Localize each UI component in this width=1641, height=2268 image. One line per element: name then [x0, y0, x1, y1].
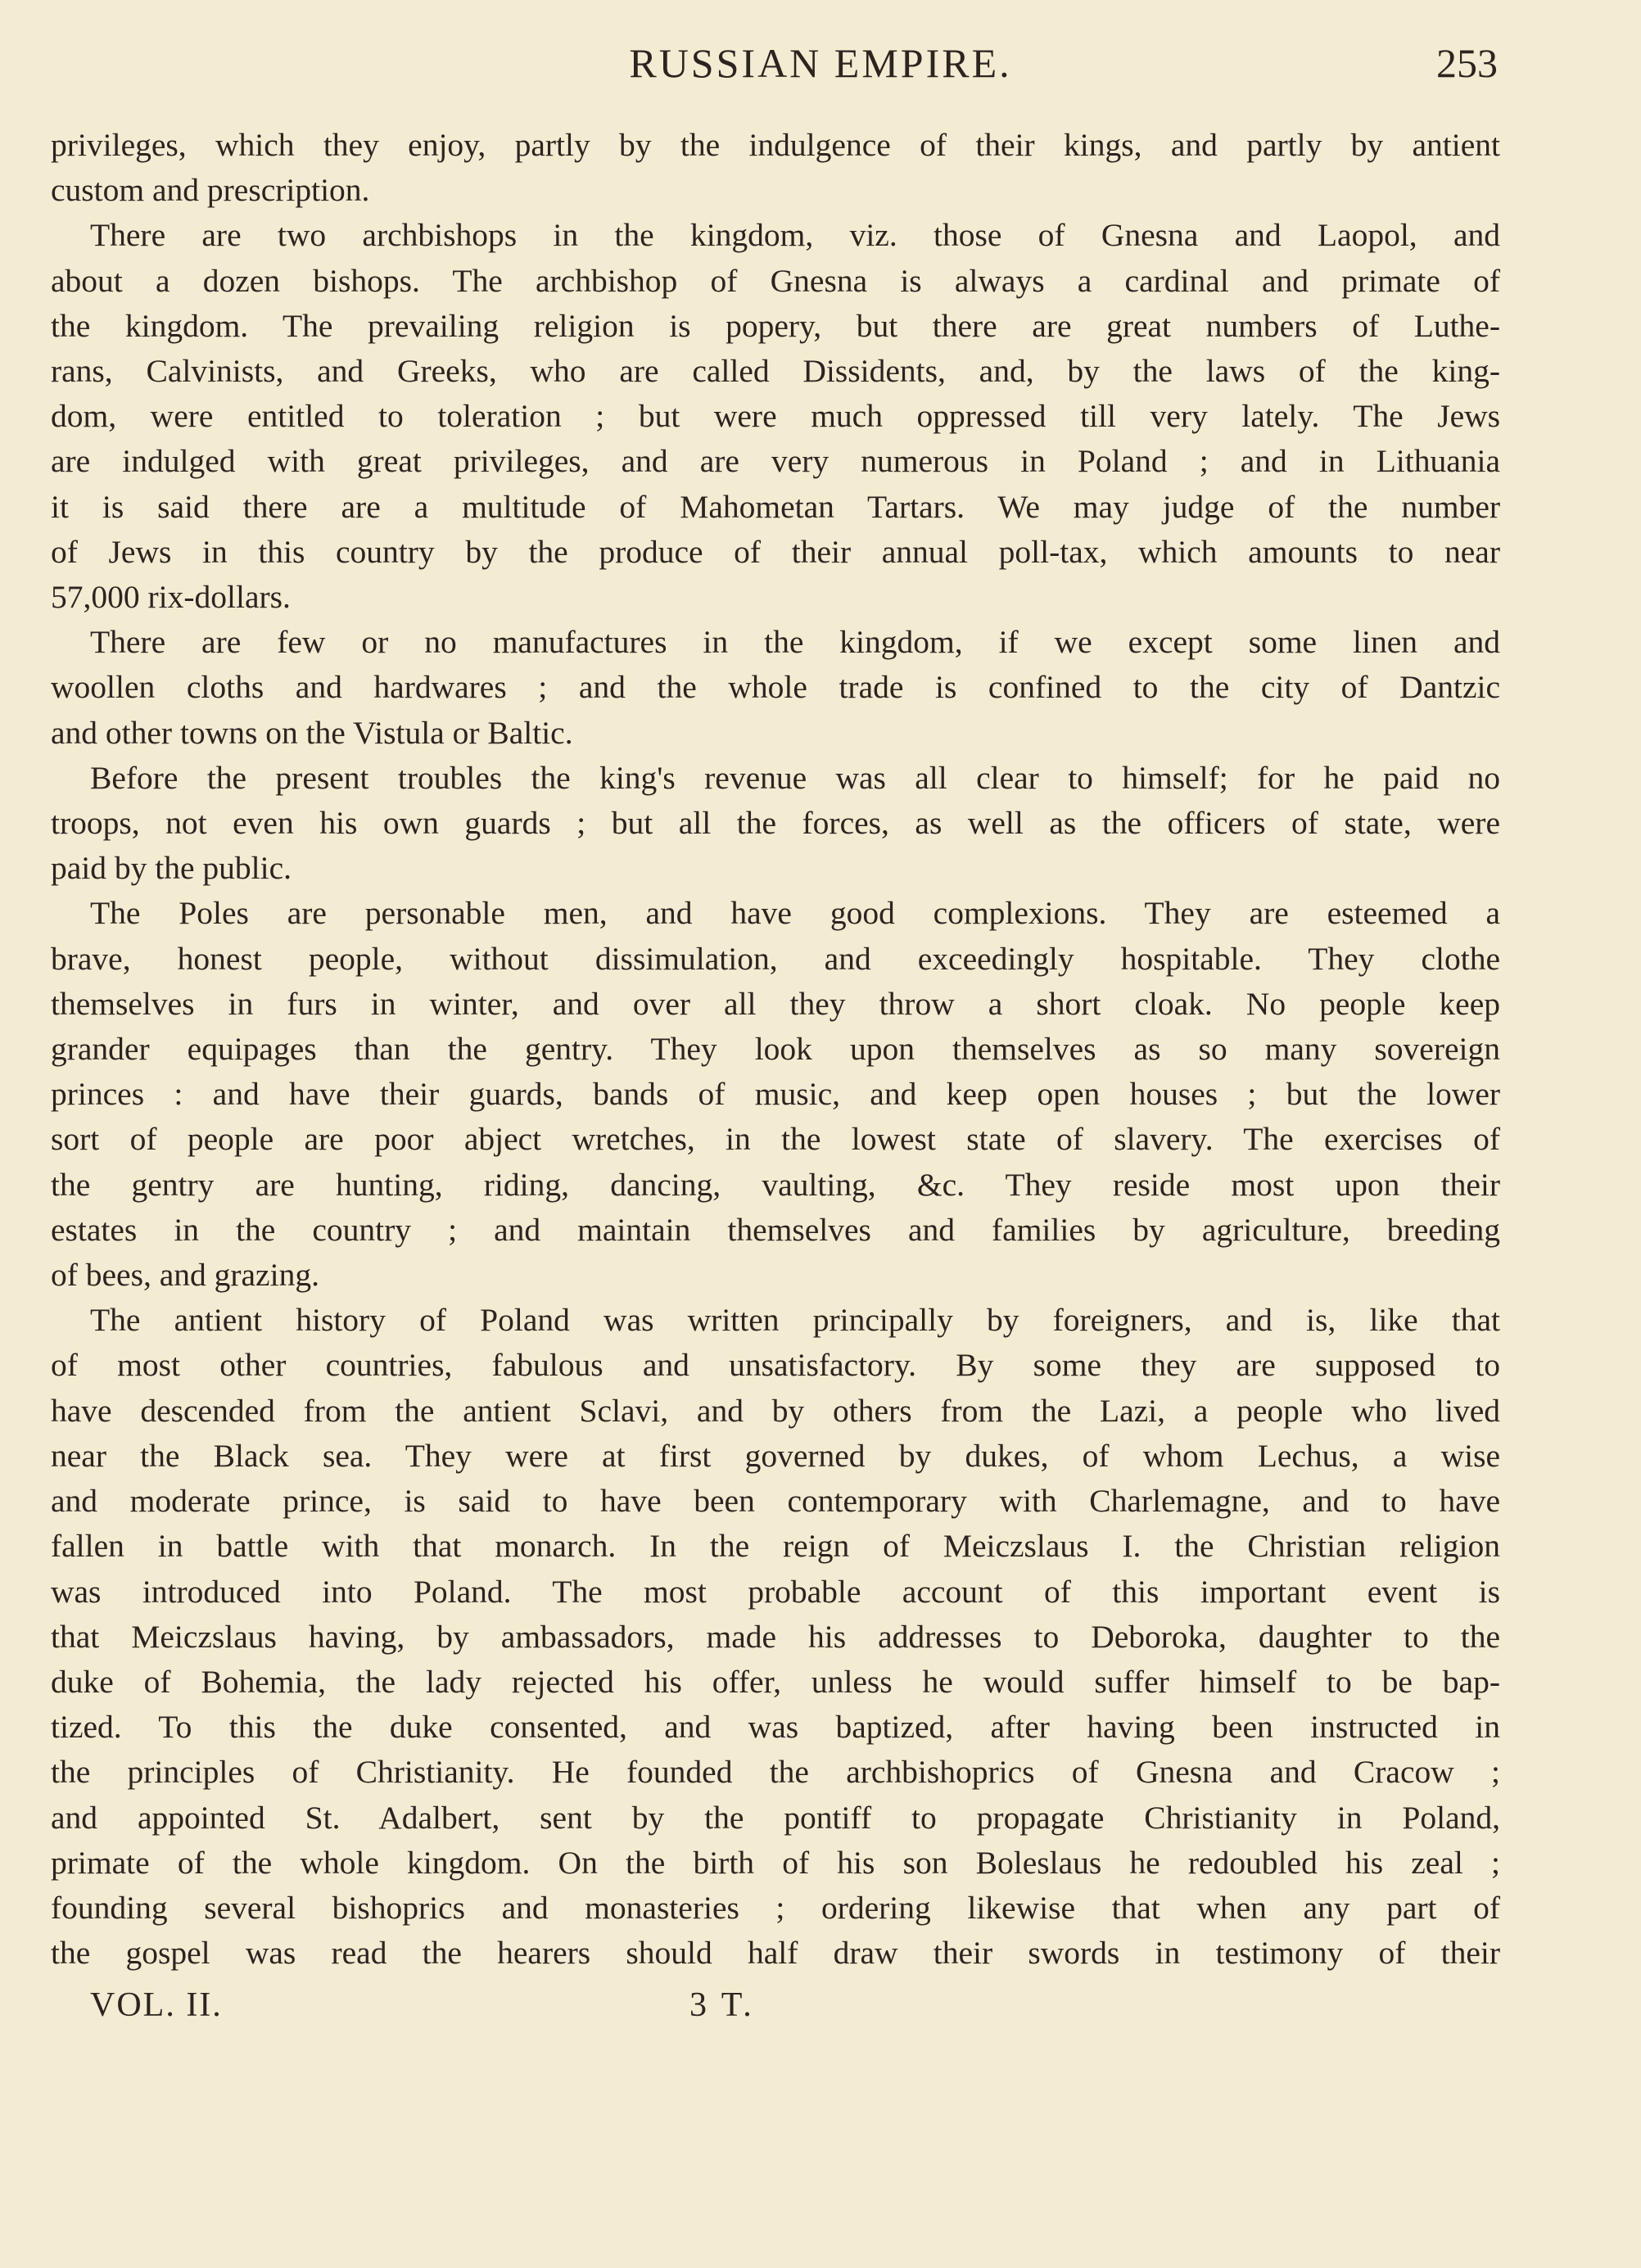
text-line: have descended from the antient Sclavi, and by others from the Lazi, a people who lived — [51, 1392, 1500, 1429]
text-line: of Jews in this country by the produce of their annual poll-tax, which amounts to near — [51, 533, 1500, 570]
text-line: grander equipages than the gentry. They look upon themselves as so many sovereign — [51, 1031, 1500, 1068]
text-line: that Meiczslaus having, by ambassadors, made his addresses to Deboroka, daughter to the — [51, 1618, 1500, 1655]
text-line: 57,000 rix-dollars. — [51, 579, 291, 616]
text-line: privileges, which they enjoy, partly by the indulgence of their kings, and partly by antient — [51, 127, 1500, 163]
text-line: estates in the country ; and maintain themselves and families by agriculture, breeding — [51, 1211, 1500, 1248]
text-line: was introduced into Poland. The most probable account of this important event is — [51, 1573, 1500, 1610]
text-line: and appointed St. Adalbert, sent by the pontiff to propagate Christianity in Poland, — [51, 1799, 1500, 1836]
text-line: the kingdom. The prevailing religion is popery, but there are great numbers of Luthe- — [51, 307, 1500, 344]
text-line: are indulged with great privileges, and are very numerous in Poland ; and in Lithuania — [51, 443, 1500, 480]
text-line: sort of people are poor abject wretches, in the lowest state of slavery. The exercises of — [51, 1121, 1500, 1158]
page-number: 253 — [1436, 40, 1498, 86]
text-line: and other towns on the Vistula or Baltic. — [51, 714, 573, 751]
text-line: There are two archbishops in the kingdom, viz. those of Gnesna and Laopol, and — [90, 217, 1500, 254]
text-line: of bees, and grazing. — [51, 1257, 319, 1294]
text-line: troops, not even his own guards ; but all the forces, as well as the officers of state, were — [51, 805, 1500, 842]
text-line: themselves in furs in winter, and over all they throw a short cloak. No people keep — [51, 985, 1500, 1022]
volume-label: VOL. II. — [90, 1986, 223, 2024]
running-header — [0, 39, 1641, 105]
text-line: princes : and have their guards, bands of music, and keep open houses ; but the lower — [51, 1076, 1500, 1113]
text-line: and moderate prince, is said to have been contemporary with Charlemagne, and to have — [51, 1483, 1500, 1520]
text-line: the principles of Christianity. He founded the archbishoprics of Gnesna and Cracow ; — [51, 1754, 1500, 1791]
signature-mark: 3 T. — [689, 1986, 755, 2024]
text-line: rans, Calvinists, and Greeks, who are called Dissidents, and, by the laws of the king- — [51, 353, 1500, 390]
text-line: brave, honest people, without dissimulation, and exceedingly hospitable. They clothe — [51, 940, 1500, 977]
page-title: RUSSIAN EMPIRE. — [629, 40, 1012, 86]
text-line: The Poles are personable men, and have good complexions. They are esteemed a — [90, 895, 1500, 932]
text-line: the gentry are hunting, riding, dancing, vaulting, &c. They reside most upon their — [51, 1166, 1500, 1203]
text-line: the gospel was read the hearers should half draw their swords in testimony of their — [51, 1935, 1500, 1972]
text-line: tized. To this the duke consented, and was baptized, after having been instructed in — [51, 1709, 1500, 1746]
text-line: custom and prescription. — [51, 172, 370, 209]
text-line: paid by the public. — [51, 850, 292, 887]
text-line: duke of Bohemia, the lady rejected his offer, unless he would suffer himself to be bap- — [51, 1663, 1500, 1700]
text-line: founding several bishoprics and monasteries ; ordering likewise that when any part of — [51, 1889, 1500, 1926]
text-line: There are few or no manufactures in the kingdom, if we except some linen and — [90, 624, 1500, 661]
text-line: Before the present troubles the king's revenue was all clear to himself; for he paid no — [90, 759, 1500, 796]
text-line: fallen in battle with that monarch. In the reign of Meiczslaus I. the Christian religion — [51, 1528, 1500, 1565]
text-line: about a dozen bishops. The archbishop of Gnesna is always a cardinal and primate of — [51, 262, 1500, 299]
text-line: it is said there are a multitude of Mahometan Tartars. We may judge of the number — [51, 488, 1500, 525]
page-footer — [51, 1986, 1500, 2035]
text-line: primate of the whole kingdom. On the birth of his son Boleslaus he redoubled his zeal ; — [51, 1844, 1500, 1881]
text-line: near the Black sea. They were at first governed by dukes, of whom Lechus, a wise — [51, 1437, 1500, 1474]
text-line: dom, were entitled to toleration ; but were much oppressed till very lately. The Jews — [51, 398, 1500, 435]
text-line: woollen cloths and hardwares ; and the whole trade is confined to the city of Dantzic — [51, 669, 1500, 706]
text-line: The antient history of Poland was written principally by foreigners, and is, like that — [90, 1302, 1500, 1339]
body-text — [51, 123, 1500, 1976]
text-line: of most other countries, fabulous and unsatisfactory. By some they are supposed to — [51, 1347, 1500, 1384]
